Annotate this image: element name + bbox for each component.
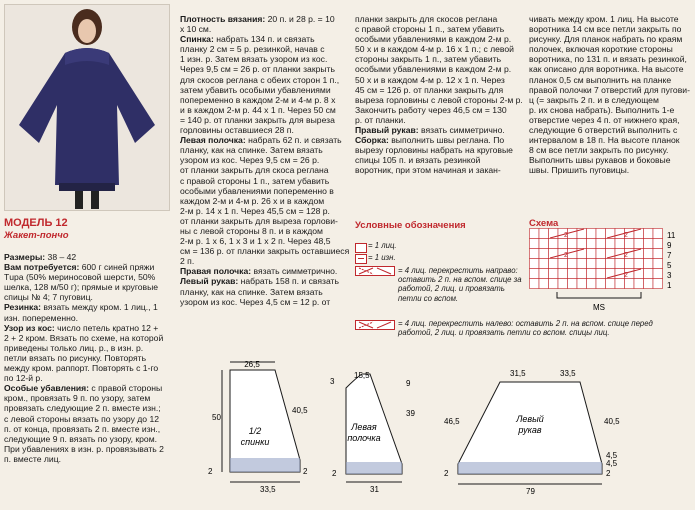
scheme-cell xyxy=(549,269,559,279)
left-front-line: узором из кос. Через 9,5 см = 26 р. xyxy=(180,155,320,166)
scheme-cell xyxy=(644,249,654,259)
sleeve-line: Закончить работу через 46,5 см = 130 xyxy=(355,104,507,115)
scheme-cell xyxy=(539,249,549,259)
scheme-cell xyxy=(568,239,578,249)
back-label: Спинка: xyxy=(180,34,214,45)
legend-symbol-knit xyxy=(355,243,367,253)
scheme-cell xyxy=(549,239,559,249)
dim-label: 46,5 xyxy=(444,417,460,426)
scheme-cell xyxy=(634,279,644,289)
scheme-cell xyxy=(539,229,549,239)
rib-label: Резинка: xyxy=(4,302,41,313)
back-line: Через 9,5 см = 26 р. от планки закрыть xyxy=(180,64,335,75)
scheme-cell xyxy=(625,279,635,289)
piece-label: 1/2 xyxy=(248,426,262,436)
cable-left-icon xyxy=(355,320,395,330)
scheme-cell xyxy=(530,259,540,269)
scheme-cell xyxy=(568,259,578,269)
scheme-cell xyxy=(558,269,568,279)
sleeve-line: 50 х и в каждом 4-м р. 16 х 1 п.; с левой xyxy=(355,44,514,55)
finishing-line: 8 см все петли закрыть по рисунку. xyxy=(529,145,669,156)
right-front-text: вязать симметрично. xyxy=(251,266,338,277)
finishing-line: чивать между кром. 1 лиц. На высоте xyxy=(529,14,679,24)
sleeve-line: 50 х и в каждом 4-м р. 12 х 1 п. Через xyxy=(355,74,505,85)
pattern-label: Узор из кос: xyxy=(4,322,55,333)
dim-label: 26,5 xyxy=(244,360,260,369)
scheme-cell xyxy=(530,239,540,249)
scheme-row-number: 5 xyxy=(667,261,672,270)
dim-label: 2 xyxy=(332,469,337,478)
scheme-cell-label: 2 xyxy=(564,232,568,239)
dim-label: 3 xyxy=(330,377,335,386)
scheme-cell xyxy=(634,259,644,269)
piece-label: рукав xyxy=(518,425,542,435)
required-line: спицы № 4; 7 пуговиц. xyxy=(4,292,93,303)
sleeve-line: выреза горловины с левой стороны 2-м р. xyxy=(355,94,523,105)
pattern-line: число петель кратно 12 + xyxy=(54,322,159,333)
sleeve-line: с правой стороны 1 п., затем убавить xyxy=(355,24,505,35)
rib-line: вязать между кром. 1 лиц., 1 xyxy=(41,302,158,313)
dec-line: При убавлениях в изн. р. провязывать 2 xyxy=(4,443,164,454)
dec-line: провязать следующие 2 п. вместе изн.; xyxy=(4,403,161,414)
piece-label: спинки xyxy=(240,437,270,447)
finishing-line: рисунку. Для планок набрать по краям xyxy=(529,34,683,45)
scheme-cell xyxy=(577,259,587,269)
legend-symbol-purl xyxy=(355,254,367,264)
scheme-title: Схема xyxy=(529,218,559,229)
scheme-cell xyxy=(606,259,616,269)
dim-label: 31 xyxy=(370,485,379,494)
scheme-cell xyxy=(587,259,597,269)
scheme-cell xyxy=(558,279,568,289)
sleeve-line: особыми убавлениями в каждом 2-м р. xyxy=(355,64,512,75)
scheme-row-number: 7 xyxy=(667,251,672,260)
scheme-cell xyxy=(558,259,568,269)
legend-title: Условные обозначения xyxy=(355,220,466,231)
dec-line: следующие 9 п. вязать по узору, кром. xyxy=(4,433,157,444)
scheme-cell xyxy=(558,239,568,249)
scheme-cell xyxy=(596,259,606,269)
pattern-line: по 12-й р. xyxy=(4,373,43,384)
left-front-line: от планки закрыть для скоса реглана xyxy=(180,165,329,176)
scheme-cell xyxy=(539,279,549,289)
scheme-cell xyxy=(644,259,654,269)
legend-item-cable-left: = 4 лиц. перекрестить налево: оставить 2 п. на вспом. спице перед работой, 2 лиц. и провязать петли со вспом. спицы лиц. xyxy=(398,319,653,338)
legend-item-knit: = 1 лиц. xyxy=(368,241,397,250)
legend-item-purl: = 1 изн. xyxy=(368,253,396,262)
finishing-line: правой полочки 7 отверстий для пугови- xyxy=(529,84,690,95)
sizes-label: Размеры: xyxy=(4,252,46,262)
pattern-front-band xyxy=(346,462,402,474)
model-photo xyxy=(4,4,170,211)
scheme-cell xyxy=(653,279,663,289)
pattern-sleeve-band xyxy=(458,462,602,474)
scheme-grid xyxy=(530,229,663,289)
density-line: 20 п. и 28 р. = 10 xyxy=(265,14,335,24)
back-line: горловины оставшиеся 28 п. xyxy=(180,125,294,136)
sleeve-line: 45 см = 126 р. от планки закрыть для xyxy=(355,84,504,95)
sleeve-line: стороны закрыть 1 п., затем убавить xyxy=(355,54,502,65)
dec-label: Особые убавления: xyxy=(4,383,90,394)
dec-line: п. от конца, провязать 2 п. вместе изн., xyxy=(4,423,161,434)
scheme-row-number: 11 xyxy=(667,231,676,240)
scheme-cell xyxy=(587,269,597,279)
scheme-cell xyxy=(615,239,625,249)
column-back-front xyxy=(180,14,350,307)
scheme-cell xyxy=(530,249,540,259)
back-line: планку 2 см = 5 р. резинкой, начав с xyxy=(180,44,325,55)
left-front-line: ны с левой стороны 8 п. и в каждом xyxy=(180,225,323,236)
scheme-cell xyxy=(653,269,663,279)
scheme-cell xyxy=(530,229,540,239)
scheme-cell xyxy=(587,249,597,259)
model-title: МОДЕЛЬ 12 xyxy=(4,217,68,229)
scheme-cell xyxy=(653,229,663,239)
pattern-back-band xyxy=(230,458,300,472)
left-front-line: от планки закрыть для выреза горлови- xyxy=(180,215,338,226)
density-label: Плотность вязания: xyxy=(180,14,266,24)
pattern-back-outline xyxy=(230,370,300,472)
assembly-label: Сборка: xyxy=(355,135,389,146)
pattern-line: 2 + 2 кром. Вязать по схеме, на которой xyxy=(4,332,164,343)
column-sleeve-assembly xyxy=(355,14,525,176)
dec-line: кром., провязать 9 п. по узору, затем xyxy=(4,393,151,404)
back-line: набрать 134 п. и связать xyxy=(213,34,315,45)
scheme-cell xyxy=(577,269,587,279)
dim-label: 33,5 xyxy=(260,485,276,494)
scheme-cell xyxy=(653,259,663,269)
legend-item-cable-right: = 4 лиц. перекрестить направо: оставить 2 п. на вспом. спице за работой, 2 лиц. и провязать петли со вспом. xyxy=(398,266,522,303)
required-line: шелка, 128 м/50 г); прямые и круговые xyxy=(4,282,159,293)
dim-label: 4,5 xyxy=(606,451,618,460)
dim-label: 31,5 xyxy=(510,369,526,378)
dim-label: 33,5 xyxy=(560,369,576,378)
scheme-cell xyxy=(587,229,597,239)
dec-line: п. вместе лиц. xyxy=(4,453,62,464)
scheme-cell xyxy=(596,279,606,289)
scheme-cell xyxy=(625,239,635,249)
required-label: Вам потребуется: xyxy=(4,262,80,273)
pattern-left-front xyxy=(322,370,422,508)
model-subtitle: Жакет-пончо xyxy=(4,230,69,241)
density-line: х 10 см. xyxy=(180,24,212,35)
scheme-cell xyxy=(549,259,559,269)
dim-label: 2 xyxy=(303,467,308,476)
scheme-cell xyxy=(587,279,597,289)
scheme-cell xyxy=(587,239,597,249)
column-materials xyxy=(4,252,174,464)
pattern-left-sleeve xyxy=(430,366,630,508)
scheme-cell xyxy=(596,269,606,279)
dim-label: 79 xyxy=(526,487,535,496)
scheme-cell xyxy=(615,259,625,269)
scheme-cell xyxy=(530,279,540,289)
scheme-cell-label: 2 xyxy=(624,252,628,259)
finishing-line: Выполнить швы рукавов и боковые xyxy=(529,155,671,166)
assembly-line: вырезу горловины набрать на круговые xyxy=(355,145,513,156)
left-front-line: набрать 62 п. и связать xyxy=(245,135,342,146)
assembly-line: выполнить швы реглана. По xyxy=(388,135,505,146)
dim-label: 39 xyxy=(406,409,415,418)
dim-label: 40,5 xyxy=(292,406,308,415)
dim-label: 2 xyxy=(444,469,449,478)
dec-line: с левой стороны вязать по узору до 12 xyxy=(4,413,160,424)
left-front-line: каждом 2-м и 4-м р. 26 х и в каждом xyxy=(180,195,325,206)
cable-right-icon xyxy=(355,266,395,276)
finishing-line: отверстие через 4 п. от нижнего края, xyxy=(529,114,680,125)
scheme-bracket xyxy=(557,292,641,298)
scheme-cell xyxy=(539,269,549,279)
scheme-cell xyxy=(568,279,578,289)
sleeve-line: р. от планки. xyxy=(355,114,406,125)
assembly-line: спицы 105 п. и вязать резинкой xyxy=(355,155,481,166)
scheme-cell xyxy=(625,259,635,269)
left-sleeve-line: планку, как на спинке. Затем вязать xyxy=(180,286,323,297)
finishing-line: следующие 6 отверстий выполнить с xyxy=(529,125,678,136)
rib-line: изн. попеременно. xyxy=(4,312,79,323)
scheme-ms-label: MS xyxy=(593,303,605,312)
left-sleeve-line: набрать 158 п. и связать xyxy=(238,276,339,287)
left-front-line: 2-м р. 1 х 6, 1 х 3 и 1 х 2 п. Через 48,5 xyxy=(180,236,331,247)
left-front-line: планку, как на спинке. Затем вязать xyxy=(180,145,323,156)
left-sleeve-label: Левый рукав: xyxy=(180,276,239,287)
piece-label: полочка xyxy=(347,433,381,443)
scheme-cell xyxy=(644,279,654,289)
scheme-cell xyxy=(596,229,606,239)
back-line: и в каждом 2-м р. 44 х 1 п. Через 50 см xyxy=(180,104,336,115)
scheme-cell xyxy=(644,229,654,239)
dim-label: 40,5 xyxy=(604,417,620,426)
scheme-cell xyxy=(549,279,559,289)
scheme-cell xyxy=(577,239,587,249)
scheme-cell xyxy=(653,239,663,249)
required-line: 600 г синей пряжи xyxy=(79,262,155,273)
pattern-line: петли вязать по рисунку. Повторять xyxy=(4,352,147,363)
right-sleeve-text: вязать симметрично. xyxy=(418,125,505,136)
scheme-row-number: 1 xyxy=(667,281,672,290)
scheme-cell xyxy=(568,269,578,279)
dim-label: 4,5 xyxy=(606,459,618,468)
scheme-cell xyxy=(596,239,606,249)
back-line: затем убавить особыми убавлениями xyxy=(180,84,331,95)
finishing-line: воротника, по 131 п. и вязать резинкой, xyxy=(529,54,687,65)
piece-label: Левый xyxy=(516,414,544,424)
left-front-line: особыми убавлениями попеременно в xyxy=(180,185,334,196)
column-finishing xyxy=(529,14,691,176)
back-line: попеременно в каждом 2-м и 4-м р. 8 х xyxy=(180,94,336,105)
scheme-cell-label: 2 xyxy=(624,272,628,279)
left-front-line: см = 136 р. от планки закрыть оставшиеся 2 п. xyxy=(180,246,350,267)
left-front-line: с правой стороны 1 п., затем убавить xyxy=(180,175,330,186)
left-sleeve-line: узором из кос. Через 4,5 см = 12 р. от xyxy=(180,296,331,307)
scheme-cell xyxy=(606,239,616,249)
scheme-cell xyxy=(539,239,549,249)
finishing-line: планок 0,5 см выполнить на планке xyxy=(529,74,672,85)
dim-label: 9 xyxy=(406,379,411,388)
piece-label: Левая xyxy=(351,422,377,432)
scheme-cell xyxy=(644,269,654,279)
sleeve-line: особыми убавлениями в каждом 2-м р. xyxy=(355,34,512,45)
sizes-text: 38 – 42 xyxy=(45,252,77,262)
finishing-line: полочек, включая короткие стороны xyxy=(529,44,673,55)
dim-label: 2 xyxy=(208,467,213,476)
poncho-illustration xyxy=(5,5,169,210)
scheme-cell-label: 2 xyxy=(564,252,568,259)
scheme-cell xyxy=(653,249,663,259)
dim-label: 2 xyxy=(606,469,611,478)
right-front-label: Правая полочка: xyxy=(180,266,252,277)
dim-label: 15,5 xyxy=(354,371,370,380)
right-sleeve-label: Правый рукав: xyxy=(355,125,419,136)
scheme-cell xyxy=(644,239,654,249)
scheme-cell xyxy=(634,239,644,249)
back-line: 1 изн. р. Затем вязать узором из кос. xyxy=(180,54,328,65)
sleeve-line: планки закрыть для скосов реглана xyxy=(355,14,498,24)
scheme-cell xyxy=(596,249,606,259)
dim-label: 50 xyxy=(212,413,221,422)
finishing-line: воротника 14 см все петли закрыть по xyxy=(529,24,682,35)
finishing-line: р. их снова набрать). Выполнить 1-е xyxy=(529,104,675,115)
finishing-line: как описано для воротника. На высоте xyxy=(529,64,684,75)
pattern-line: между кром. раппорт. Повторять с 1-го xyxy=(4,363,159,374)
back-line: = 140 р. от планки закрыть для выреза xyxy=(180,114,335,125)
scheme-chart xyxy=(529,228,689,312)
pattern-line: приведены только лиц. р., в изн. р. xyxy=(4,342,144,353)
finishing-line: ц (= закрыть 2 п. и в следующем xyxy=(529,94,659,105)
assembly-line: воротник, при этом начиная и закан- xyxy=(355,165,501,176)
scheme-cell xyxy=(606,279,616,289)
scheme-row-number: 9 xyxy=(667,241,672,250)
scheme-row-number: 3 xyxy=(667,271,672,280)
scheme-cell-label: 2 xyxy=(624,232,628,239)
scheme-cell xyxy=(615,279,625,289)
dec-line: с правой стороны xyxy=(89,383,163,394)
left-front-label: Левая полочка: xyxy=(180,135,246,146)
required-line: Тupa (50% мериносовой шерсти, 50% xyxy=(4,272,156,283)
left-front-line: 2-м р. 14 х 1 п. Через 45,5 см = 128 р. xyxy=(180,205,330,216)
finishing-line: интервалом в 18 п. На высоте планок xyxy=(529,135,680,146)
finishing-line: швы. Пришить пуговицы. xyxy=(529,165,630,176)
scheme-cell xyxy=(539,259,549,269)
scheme-cell xyxy=(530,269,540,279)
back-line: для скосов реглана с обеих сторон 1 п., xyxy=(180,74,340,85)
scheme-cell xyxy=(577,279,587,289)
